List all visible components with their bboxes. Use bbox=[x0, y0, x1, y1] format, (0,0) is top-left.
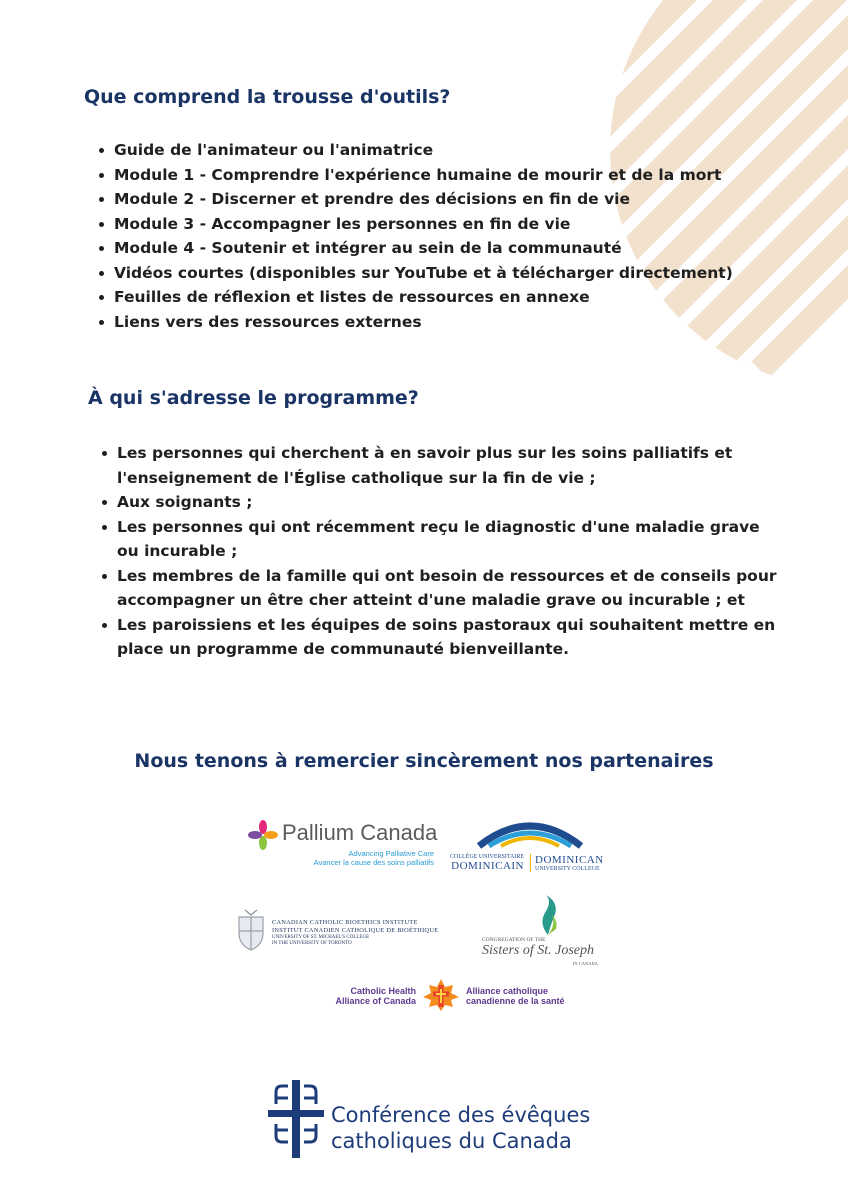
list-item: Liens vers des ressources externes bbox=[114, 312, 733, 337]
pallium-name: Pallium Canada bbox=[282, 820, 438, 845]
catholic-health-alliance-logo bbox=[330, 977, 580, 1017]
chac-en: Catholic Health Alliance of Canada bbox=[335, 986, 416, 1006]
list-item: Module 2 - Discerner et prendre des décisions en fin de vie bbox=[114, 189, 733, 214]
toolkit-list bbox=[114, 140, 733, 336]
list-item: Module 1 - Comprendre l'expérience humaine de mourir et de la mort bbox=[114, 165, 733, 190]
audience-heading: À qui s'adresse le programme? bbox=[88, 387, 419, 409]
pallium-flower-icon bbox=[248, 820, 278, 850]
chac-fr: Alliance catholique canadienne de la santé bbox=[466, 986, 565, 1006]
dominican-en: DOMINICAN UNIVERSITY COLLEGE bbox=[530, 854, 615, 872]
list-item: Les paroissiens et les équipes de soins pastoraux qui souhaitent mettre en place un programme de communauté bienveillante. bbox=[117, 613, 777, 662]
cccb-name: Conférence des évêques catholiques du Canada bbox=[331, 1103, 591, 1153]
list-item: Aux soignants ; bbox=[117, 490, 777, 515]
list-item: Module 3 - Accompagner les personnes en fin de vie bbox=[114, 214, 733, 239]
cccb-logo bbox=[268, 1080, 608, 1160]
list-item: Vidéos courtes (disponibles sur YouTube et à télécharger directement) bbox=[114, 263, 733, 288]
leaf-flame-icon bbox=[534, 895, 564, 937]
dominican-arches-icon bbox=[475, 812, 585, 852]
list-item: Les personnes qui ont récemment reçu le diagnostic d'une maladie grave ou incurable ; bbox=[117, 515, 777, 564]
list-item: Guide de l'animateur ou l'animatrice bbox=[114, 140, 733, 165]
partners-heading: Nous tenons à remercier sincèrement nos partenaires bbox=[134, 750, 714, 772]
list-item: Module 4 - Soutenir et intégrer au sein de la communauté bbox=[114, 238, 733, 263]
crest-icon bbox=[236, 909, 266, 951]
maple-cross-icon bbox=[421, 977, 461, 1013]
list-item: Feuilles de réflexion et listes de ressources en annexe bbox=[114, 287, 733, 312]
audience-list bbox=[117, 441, 777, 662]
list-item: Les membres de la famille qui ont besoin de ressources et de conseils pour accompagner un être cher atteint d'une maladie grave ou incurable ; et bbox=[117, 564, 777, 613]
sisters-st-joseph-logo: CONGREGATION OF THE Sisters of St. Joseph IN CANADA bbox=[482, 895, 600, 969]
pallium-canada-logo bbox=[248, 818, 448, 870]
bioethics-institute-logo bbox=[236, 907, 450, 955]
dominican-college-logo bbox=[448, 812, 608, 878]
bioethics-text: CANADIAN CATHOLIC BIOETHICS INSTITUTE INSTITUT CANADIEN CATHOLIQUE DE BIOÉTHIQUE UNIVERSITY OF ST. MICHAEL'S COLLEGE IN THE UNIVERSITY OF TORONTO bbox=[272, 919, 439, 946]
cross-emblem-icon bbox=[268, 1080, 324, 1158]
pallium-tagline-fr: Avancer la cause des soins palliatifs bbox=[313, 858, 434, 867]
dominican-fr: COLLÈGE UNIVERSITAIRE DOMINICAIN bbox=[450, 854, 525, 872]
toolkit-heading: Que comprend la trousse d'outils? bbox=[84, 86, 451, 108]
pallium-tagline-en: Advancing Palliative Care bbox=[348, 849, 434, 858]
list-item: Les personnes qui cherchent à en savoir plus sur les soins palliatifs et l'enseignement de l'Église catholique sur la fin de vie ; bbox=[117, 441, 777, 490]
